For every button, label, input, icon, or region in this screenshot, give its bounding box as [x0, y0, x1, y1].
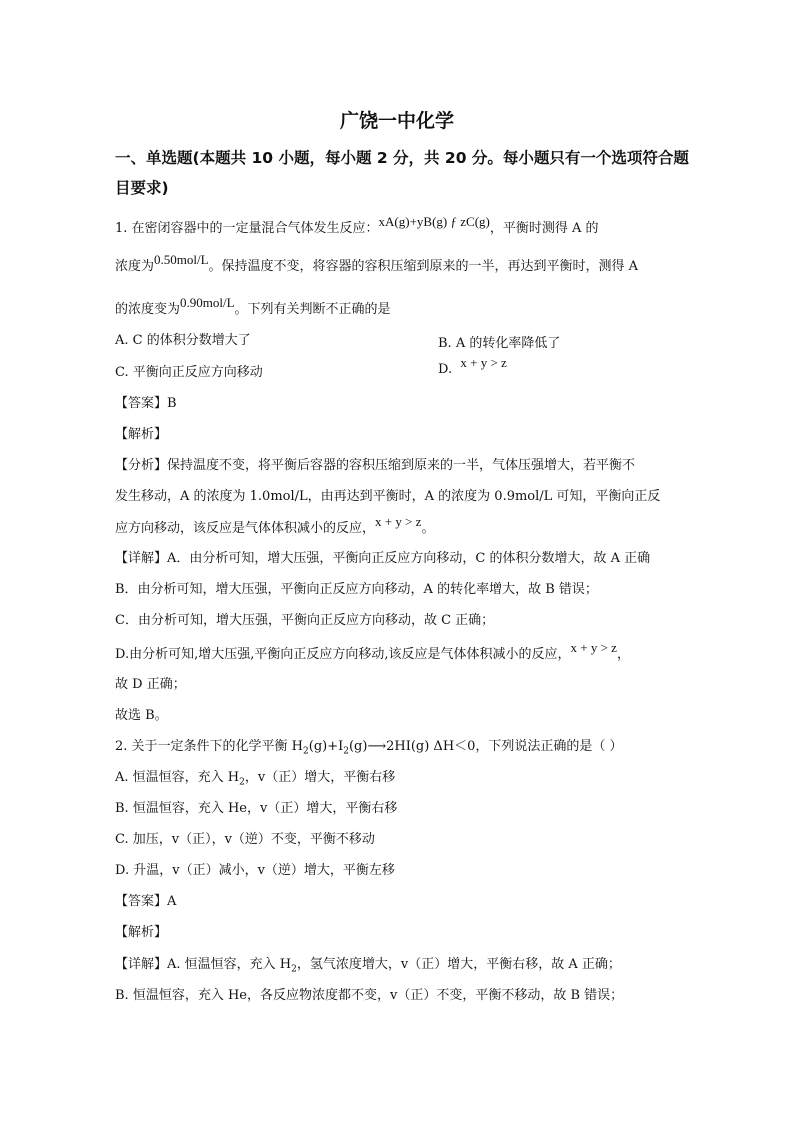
q1-fenxi-3-text: 应方向移动，该反应是气体体积减小的反应，	[115, 521, 376, 536]
q1-option-d	[438, 355, 507, 377]
q1-fenxi-3-end: 。	[421, 521, 435, 536]
q2-option-c: C. 加压，v（正），v（逆）不变，平衡不移动	[115, 832, 375, 847]
q2-option-a	[115, 769, 395, 792]
q1-detail-d	[115, 640, 630, 664]
q2-h2-subscript: 2	[303, 746, 309, 757]
q1-detail-d-line-2: 故 D 正确；	[115, 677, 186, 692]
q2-detail-a	[115, 956, 621, 979]
q1-analysis-tag: 【解析】	[115, 427, 168, 442]
q1-conclusion: 故选 B。	[115, 708, 168, 723]
q1-option-c: C. 平衡向正反应方向移动	[115, 365, 263, 380]
q1-line2-text-end: 。保持温度不变，将容器的容积压缩到原来的一半，再达到平衡时，测得 A	[208, 259, 639, 274]
q2-stem-text: 2. 关于一定条件下的化学平衡 H	[115, 739, 304, 754]
q1-option-d-label: D.	[438, 362, 453, 377]
q1-line3-text-end: 。下列有关判断不正确的是	[234, 302, 391, 317]
q1-detail-d-text: D.由分析可知,增大压强,平衡向正反应方向移动,该反应是气体体积减小的反应，	[115, 647, 571, 662]
q1-option-b: B. A 的转化率降低了	[438, 336, 561, 351]
q1-line2-text: 浓度为	[115, 259, 155, 274]
q1-fenxi-line-1: 【分析】保持温度不变，将平衡后容器的容积压缩到原来的一半，气体压强增大，若平衡不	[115, 458, 636, 473]
q1-concentration-1: 0.50mol/L	[154, 252, 209, 267]
q2-detail-a-text: 【详解】A. 恒温恒容，充入 H	[115, 957, 292, 972]
q1-fenxi-3-math: x + y > z	[375, 514, 422, 529]
q1-detail-b: B．由分析可知，增大压强，平衡向正反应方向移动，A 的转化率增大，故 B 错误；	[115, 582, 598, 597]
q1-reaction-formula: xA(g)+yB(g) ƒ zC(g)	[378, 214, 490, 229]
q1-answer: 【答案】B	[115, 396, 177, 411]
q1-line3-text: 的浓度变为	[115, 302, 181, 317]
q2-detail-a-subscript: 2	[291, 964, 297, 975]
q2-stem-formula-mid: (g)+I	[308, 739, 344, 754]
q2-option-a-subscript: 2	[239, 777, 245, 788]
q2-i2-subscript: 2	[343, 746, 349, 757]
q1-fenxi-line-3	[115, 514, 435, 538]
q2-option-a-text: A. 恒温恒容，充入 H	[115, 770, 240, 785]
q1-stem-line-3	[115, 295, 391, 319]
q2-answer: 【答案】A	[115, 894, 177, 909]
q1-stem-text: 1. 在密闭容器中的一定量混合气体发生反应：	[115, 221, 379, 236]
q1-stem-text-end: ，平衡时测得 A 的	[489, 221, 599, 236]
q1-option-d-math: x + y > z	[460, 355, 507, 370]
q2-detail-b: B. 恒温恒容，充入 He，各反应物浓度都不变，v（正）不变，平衡不移动，故 B 错误；	[115, 988, 624, 1003]
section-heading-line-2: 目要求)	[115, 179, 169, 197]
q1-detail-d-end: ，	[616, 647, 630, 662]
q1-fenxi-line-2: 发生移动，A 的浓度为 1.0mol/L，由再达到平衡时，A 的浓度为 0.9mol/L 可知，平衡向正反	[115, 489, 661, 504]
q2-stem	[115, 738, 623, 761]
q2-detail-a-text-end: ，氢气浓度增大，v（正）增大，平衡右移，故 A 正确；	[296, 957, 621, 972]
q1-detail-d-math: x + y > z	[570, 640, 617, 655]
q1-option-a: A. C 的体积分数增大了	[115, 333, 251, 348]
q1-stem-line-2	[115, 252, 639, 276]
q1-detail-a: 【详解】A．由分析可知，增大压强，平衡向正反应方向移动，C 的体积分数增大，故 A 正确	[115, 551, 651, 566]
q2-stem-text-end: (g)⟶2HI(g) ΔH＜0，下列说法正确的是（ ）	[348, 739, 623, 754]
q1-detail-c: C．由分析可知，增大压强，平衡向正反应方向移动，故 C 正确；	[115, 613, 495, 628]
q1-stem-line-1	[115, 214, 599, 238]
page-title: 广饶一中化学	[339, 110, 454, 132]
q2-option-a-text-end: ，v（正）增大，平衡右移	[244, 770, 396, 785]
q1-concentration-2: 0.90mol/L	[180, 295, 235, 310]
section-heading-line-1: 一、单选题(本题共 10 小题，每小题 2 分，共 20 分。每小题只有一个选项符合题	[115, 149, 689, 167]
q2-option-d: D. 升温，v（正）减小，v（逆）增大，平衡左移	[115, 863, 395, 878]
q2-analysis-tag: 【解析】	[115, 925, 168, 940]
q2-option-b: B. 恒温恒容，充入 He，v（正）增大，平衡右移	[115, 801, 398, 816]
